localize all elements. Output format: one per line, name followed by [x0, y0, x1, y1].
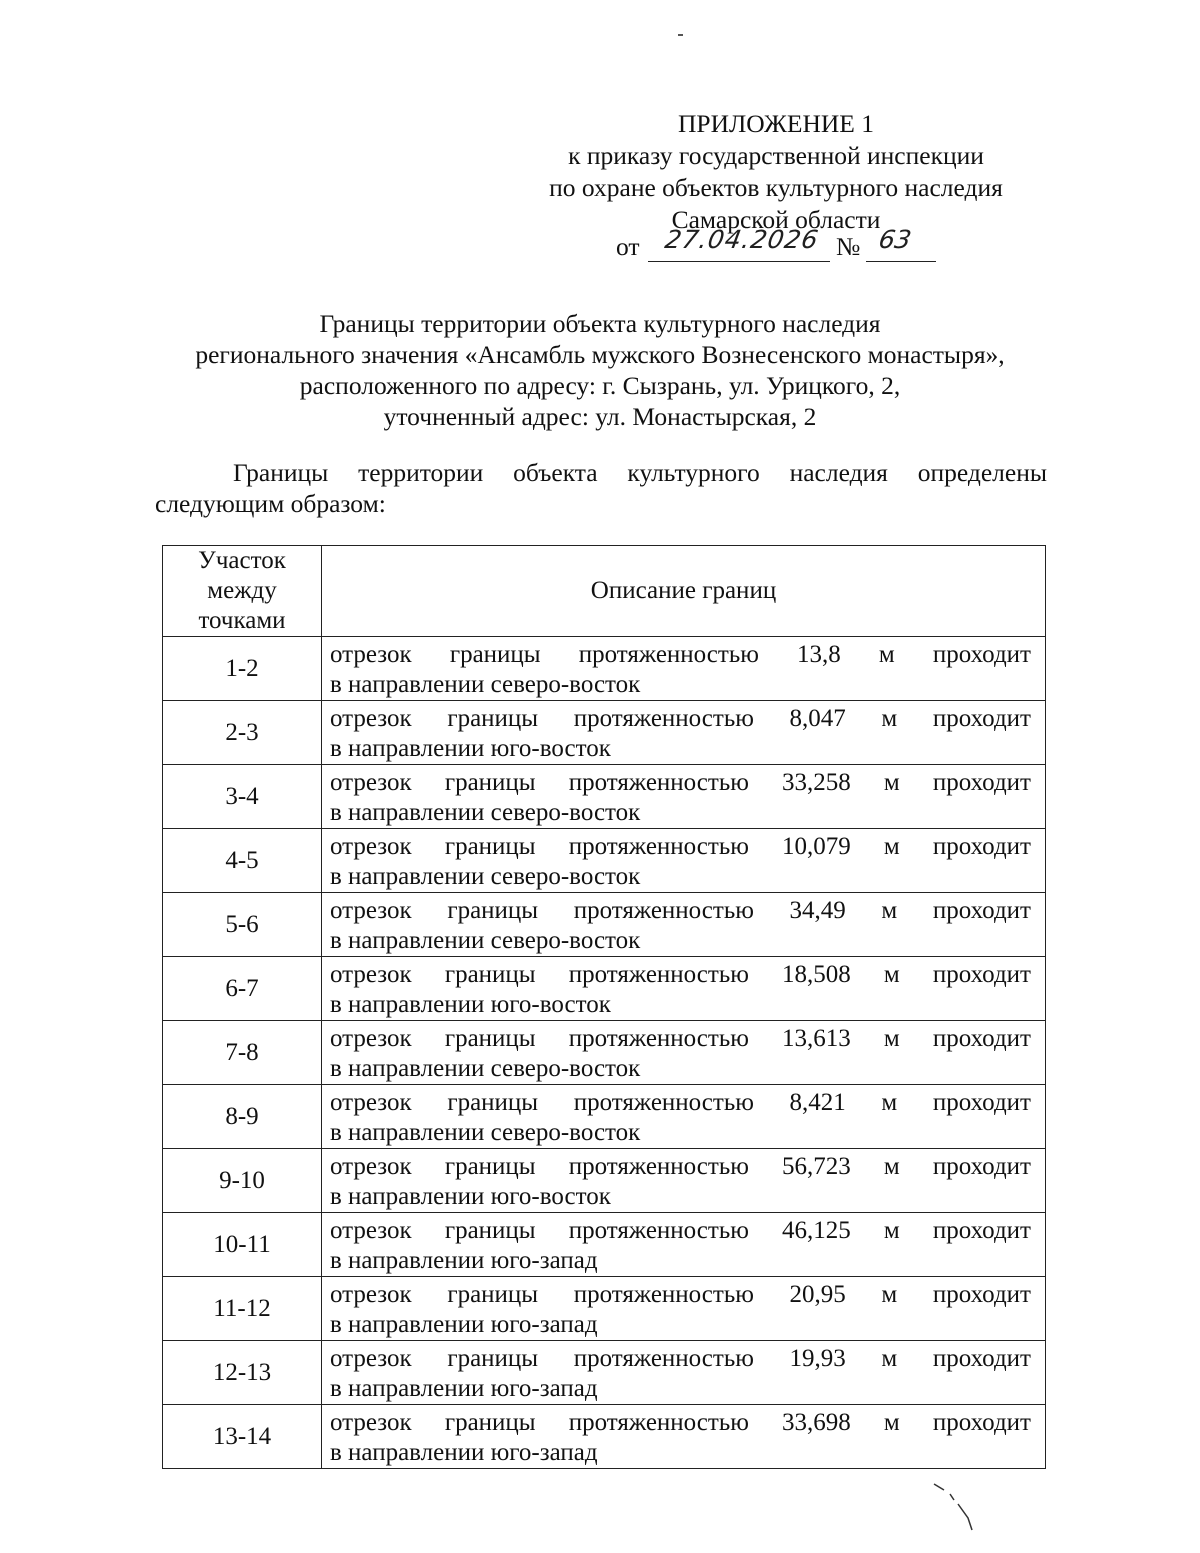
desc-word-segment: отрезок — [330, 1281, 412, 1308]
description-cell — [322, 1213, 1046, 1277]
length-unit: м — [878, 641, 895, 668]
length-unit: м — [881, 705, 898, 732]
table-row — [163, 701, 1046, 765]
desc-word-boundary: границы — [447, 1089, 539, 1116]
table-row — [163, 1405, 1046, 1469]
intro-line-1: Границы территории объекта культурного наследия определены — [233, 458, 1047, 487]
desc-word-passes: проходит — [932, 1217, 1031, 1244]
direction-prefix: в направлении — [330, 1375, 485, 1402]
desc-word-length: протяженностью — [568, 1409, 749, 1436]
direction-value: северо-восток — [490, 1055, 641, 1082]
table-row — [163, 893, 1046, 957]
number-prefix: № — [836, 232, 861, 261]
length-value: 46,125 — [782, 1217, 851, 1244]
description-cell — [322, 701, 1046, 765]
description-cell — [322, 957, 1046, 1021]
table-row — [163, 1149, 1046, 1213]
direction-value: юго-запад — [490, 1375, 598, 1402]
appendix-line-3: Самарской области — [671, 205, 881, 234]
length-value: 13,8 — [797, 641, 841, 668]
description-line-1 — [330, 832, 1031, 862]
table-row — [163, 1277, 1046, 1341]
table-row — [163, 1213, 1046, 1277]
desc-word-boundary: границы — [444, 1025, 536, 1052]
table-row — [163, 1341, 1046, 1405]
desc-word-boundary: границы — [449, 641, 541, 668]
direction-value: юго-восток — [490, 1183, 611, 1210]
desc-word-boundary: границы — [447, 705, 539, 732]
length-unit: м — [883, 769, 900, 796]
appendix-line-2: по охране объектов культурного наследия — [549, 173, 1003, 202]
table-row — [163, 1085, 1046, 1149]
desc-word-boundary: границы — [447, 897, 539, 924]
description-cell — [322, 1149, 1046, 1213]
direction-prefix: в направлении — [330, 1439, 485, 1466]
desc-word-boundary: границы — [444, 833, 536, 860]
description-line-2 — [330, 734, 1031, 764]
intro-line-2: следующим образом: — [155, 489, 386, 518]
length-value: 20,95 — [789, 1281, 846, 1308]
length-unit: м — [881, 1089, 898, 1116]
header-segment-line-2: между — [207, 577, 277, 604]
desc-word-segment: отрезок — [330, 1345, 412, 1372]
direction-prefix: в направлении — [330, 863, 485, 890]
desc-word-boundary: границы — [444, 961, 536, 988]
direction-prefix: в направлении — [330, 927, 485, 954]
length-value: 18,508 — [782, 961, 851, 988]
description-cell — [322, 1277, 1046, 1341]
direction-value: юго-восток — [490, 991, 611, 1018]
desc-word-segment: отрезок — [330, 1025, 412, 1052]
date-prefix: от — [616, 232, 640, 261]
length-value: 8,421 — [789, 1089, 846, 1116]
desc-word-length: протяженностью — [568, 1153, 749, 1180]
segment-cell: 7-8 — [163, 1021, 322, 1085]
table-header-row — [163, 546, 1046, 637]
description-line-2 — [330, 1438, 1031, 1468]
desc-word-boundary: границы — [444, 1153, 536, 1180]
description-line-1 — [330, 1216, 1031, 1246]
boundaries-table — [162, 545, 1046, 1469]
title-line-2: регионального значения «Ансамбль мужского Вознесенского монастыря», — [195, 340, 1005, 369]
table-row — [163, 765, 1046, 829]
direction-value: северо-восток — [490, 671, 641, 698]
length-unit: м — [883, 833, 900, 860]
desc-word-segment: отрезок — [330, 1409, 412, 1436]
description-cell — [322, 637, 1046, 701]
desc-word-boundary: границы — [444, 1217, 536, 1244]
order-date-line — [600, 225, 960, 266]
direction-prefix: в направлении — [330, 1055, 485, 1082]
desc-word-passes: проходит — [932, 1089, 1031, 1116]
segment-cell: 9-10 — [163, 1149, 322, 1213]
segment-cell: 2-3 — [163, 701, 322, 765]
appendix-line-1: к приказу государственной инспекции — [568, 141, 984, 170]
length-unit: м — [881, 1281, 898, 1308]
header-segment-line-1: Участок — [198, 547, 286, 574]
desc-word-segment: отрезок — [330, 641, 412, 668]
date-underline — [648, 261, 830, 262]
direction-prefix: в направлении — [330, 1311, 485, 1338]
direction-prefix: в направлении — [330, 735, 485, 762]
length-value: 34,49 — [789, 897, 846, 924]
direction-prefix: в направлении — [330, 1183, 485, 1210]
segment-cell: 11-12 — [163, 1277, 322, 1341]
segment-cell: 4-5 — [163, 829, 322, 893]
direction-prefix: в направлении — [330, 991, 485, 1018]
description-line-1 — [330, 1024, 1031, 1054]
description-cell — [322, 765, 1046, 829]
desc-word-length: протяженностью — [568, 769, 749, 796]
description-line-2 — [330, 1310, 1031, 1340]
desc-word-boundary: границы — [447, 1281, 539, 1308]
desc-word-passes: проходит — [932, 961, 1031, 988]
length-unit: м — [883, 961, 900, 988]
length-unit: м — [883, 1025, 900, 1052]
description-line-1 — [330, 960, 1031, 990]
length-value: 56,723 — [782, 1153, 851, 1180]
desc-word-passes: проходит — [932, 1345, 1031, 1372]
desc-word-passes: проходит — [932, 641, 1031, 668]
length-unit: м — [883, 1153, 900, 1180]
direction-prefix: в направлении — [330, 799, 485, 826]
title-line-3: расположенного по адресу: г. Сызрань, ул. Урицкого, 2, — [299, 371, 901, 400]
desc-word-boundary: границы — [447, 1345, 539, 1372]
desc-word-boundary: границы — [444, 769, 536, 796]
desc-word-passes: проходит — [932, 769, 1031, 796]
segment-cell: 6-7 — [163, 957, 322, 1021]
description-line-2 — [330, 1374, 1031, 1404]
description-line-1 — [330, 1088, 1031, 1118]
length-value: 8,047 — [789, 705, 846, 732]
desc-word-passes: проходит — [932, 833, 1031, 860]
number-underline — [866, 261, 936, 262]
desc-word-length: протяженностью — [568, 1217, 749, 1244]
length-value: 33,698 — [782, 1409, 851, 1436]
desc-word-segment: отрезок — [330, 897, 412, 924]
direction-value: юго-запад — [490, 1311, 598, 1338]
segment-cell: 13-14 — [163, 1405, 322, 1469]
desc-word-segment: отрезок — [330, 1089, 412, 1116]
desc-word-segment: отрезок — [330, 1153, 412, 1180]
description-line-1 — [330, 896, 1031, 926]
description-line-2 — [330, 990, 1031, 1020]
description-line-2 — [330, 862, 1031, 892]
description-line-2 — [330, 1118, 1031, 1148]
desc-word-passes: проходит — [932, 705, 1031, 732]
scan-speck — [678, 34, 683, 36]
table-row — [163, 637, 1046, 701]
length-unit: м — [881, 1345, 898, 1372]
description-cell — [322, 1085, 1046, 1149]
direction-value: северо-восток — [490, 799, 641, 826]
desc-word-segment: отрезок — [330, 769, 412, 796]
segment-cell: 1-2 — [163, 637, 322, 701]
handwritten-number: 63 — [876, 225, 914, 254]
pen-mark — [928, 1478, 988, 1548]
desc-word-passes: проходит — [932, 1281, 1031, 1308]
desc-word-segment: отрезок — [330, 1217, 412, 1244]
appendix-title: ПРИЛОЖЕНИЕ 1 — [677, 109, 875, 138]
length-value: 13,613 — [782, 1025, 851, 1052]
description-cell — [322, 893, 1046, 957]
direction-value: юго-запад — [490, 1439, 598, 1466]
desc-word-passes: проходит — [932, 1153, 1031, 1180]
desc-word-passes: проходит — [932, 1409, 1031, 1436]
segment-cell: 5-6 — [163, 893, 322, 957]
description-line-1 — [330, 1408, 1031, 1438]
segment-cell: 10-11 — [163, 1213, 322, 1277]
direction-value: юго-запад — [490, 1247, 598, 1274]
header-segment — [163, 546, 322, 637]
description-line-1 — [330, 704, 1031, 734]
direction-value: северо-восток — [490, 927, 641, 954]
appendix-header — [520, 108, 1032, 236]
desc-word-passes: проходит — [932, 897, 1031, 924]
description-line-1 — [330, 1280, 1031, 1310]
length-value: 10,079 — [782, 833, 851, 860]
title-line-1: Границы территории объекта культурного наследия — [319, 309, 881, 338]
direction-value: юго-восток — [490, 735, 611, 762]
description-line-1 — [330, 1152, 1031, 1182]
header-description: Описание границ — [322, 546, 1046, 637]
title-line-4: уточненный адрес: ул. Монастырская, 2 — [383, 402, 817, 431]
desc-word-segment: отрезок — [330, 833, 412, 860]
segment-cell: 3-4 — [163, 765, 322, 829]
description-line-1 — [330, 1344, 1031, 1374]
description-line-2 — [330, 670, 1031, 700]
table-row — [163, 957, 1046, 1021]
desc-word-segment: отрезок — [330, 705, 412, 732]
desc-word-length: протяженностью — [573, 897, 754, 924]
length-value: 19,93 — [789, 1345, 846, 1372]
description-line-1 — [330, 768, 1031, 798]
desc-word-segment: отрезок — [330, 961, 412, 988]
table-row — [163, 829, 1046, 893]
description-line-2 — [330, 1182, 1031, 1212]
description-line-2 — [330, 1246, 1031, 1276]
length-unit: м — [883, 1217, 900, 1244]
direction-prefix: в направлении — [330, 1119, 485, 1146]
direction-value: северо-восток — [490, 863, 641, 890]
length-value: 33,258 — [782, 769, 851, 796]
table-row — [163, 1021, 1046, 1085]
handwritten-date: 27.04.2026 — [662, 225, 822, 254]
direction-value: северо-восток — [490, 1119, 641, 1146]
desc-word-length: протяженностью — [578, 641, 759, 668]
description-cell — [322, 1405, 1046, 1469]
desc-word-length: протяженностью — [573, 705, 754, 732]
desc-word-boundary: границы — [444, 1409, 536, 1436]
document-title — [150, 308, 1050, 432]
description-line-2 — [330, 1054, 1031, 1084]
desc-word-length: протяженностью — [568, 833, 749, 860]
desc-word-length: протяженностью — [573, 1281, 754, 1308]
length-unit: м — [881, 897, 898, 924]
description-cell — [322, 829, 1046, 893]
desc-word-length: протяженностью — [573, 1089, 754, 1116]
direction-prefix: в направлении — [330, 671, 485, 698]
desc-word-passes: проходит — [932, 1025, 1031, 1052]
direction-prefix: в направлении — [330, 1247, 485, 1274]
desc-word-length: протяженностью — [568, 1025, 749, 1052]
description-line-2 — [330, 926, 1031, 956]
intro-paragraph — [155, 457, 1047, 519]
description-line-1 — [330, 640, 1031, 670]
length-unit: м — [883, 1409, 900, 1436]
desc-word-length: протяженностью — [568, 961, 749, 988]
description-line-2 — [330, 798, 1031, 828]
segment-cell: 8-9 — [163, 1085, 322, 1149]
header-segment-line-3: точками — [198, 607, 286, 634]
desc-word-length: протяженностью — [573, 1345, 754, 1372]
description-cell — [322, 1021, 1046, 1085]
description-cell — [322, 1341, 1046, 1405]
segment-cell: 12-13 — [163, 1341, 322, 1405]
